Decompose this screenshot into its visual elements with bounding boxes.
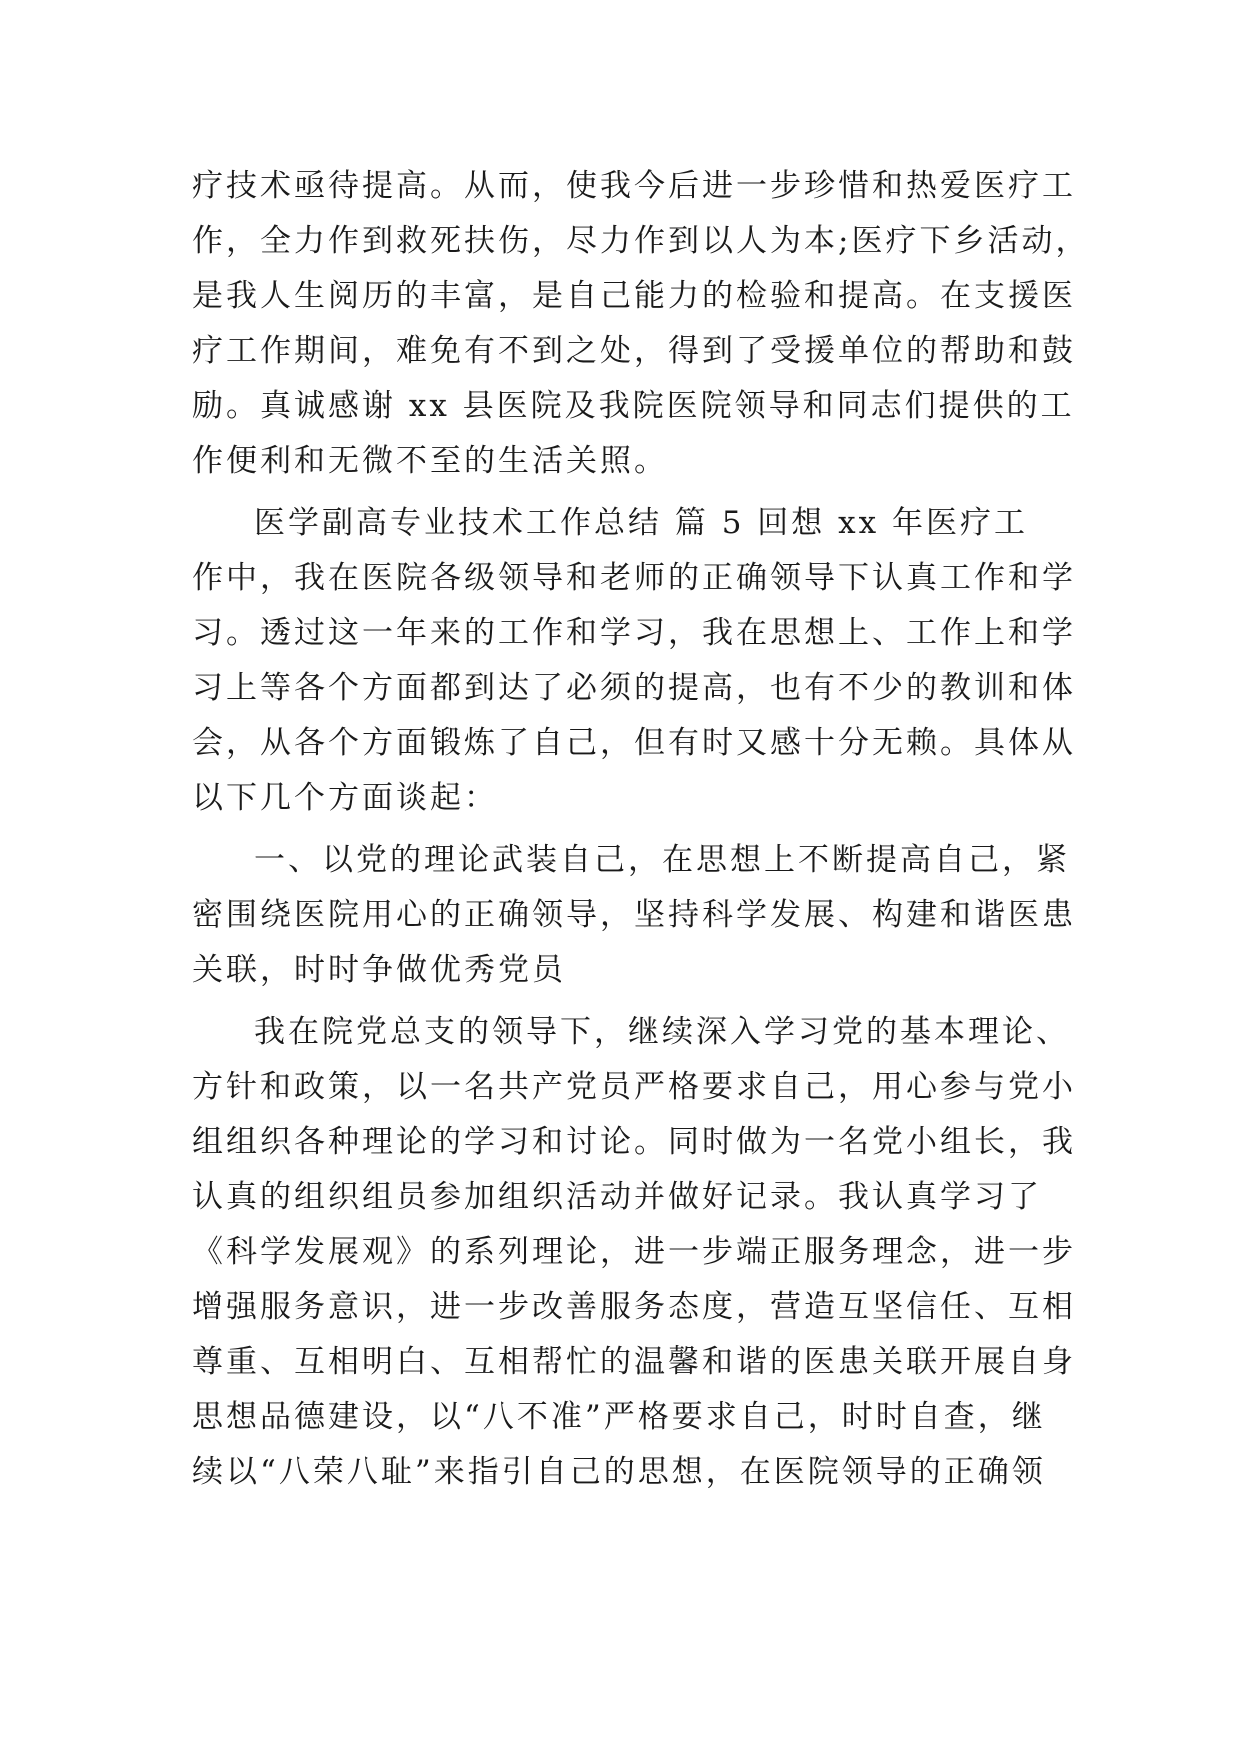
paragraph-2-line-6: 以下几个方面谈起：	[192, 780, 498, 816]
paragraph-4-line-5: 《科学发展观》的系列理论，进一步端正服务理念，进一步	[192, 1234, 1076, 1270]
paragraph-1-line-3: 是我人生阅历的丰富，是自己能力的检验和提高。在支援医	[192, 278, 1076, 314]
paragraph-gap	[192, 489, 1062, 496]
document-body	[192, 159, 1090, 1500]
paragraph-1-line-2: 作，全力作到救死扶伤，尽力作到以人为本;医疗下乡活动，	[192, 223, 1090, 259]
paragraph-4-line-2: 方针和政策，以一名共产党员严格要求自己，用心参与党小	[192, 1069, 1076, 1105]
paragraph-1-line-4: 疗工作期间，难免有不到之处，得到了受援单位的帮助和鼓	[192, 333, 1076, 369]
paragraph-1-line-5: 励。真诚感谢 xx 县医院及我院医院领导和同志们提供的工	[192, 388, 1075, 424]
paragraph-2-line-1: 医学副高专业技术工作总结 篇 5 回想 xx 年医疗工	[254, 505, 1028, 541]
paragraph-3-line-2: 密围绕医院用心的正确领导，坚持科学发展、构建和谐医患	[192, 897, 1076, 933]
paragraph-gap	[192, 998, 1062, 1005]
paragraph-4-line-6: 增强服务意识，进一步改善服务态度，营造互坚信任、互相	[192, 1289, 1076, 1325]
paragraph-2-line-5: 会，从各个方面锻炼了自己，但有时又感十分无赖。具体从	[192, 725, 1076, 761]
paragraph-4-line-3: 组组织各种理论的学习和讨论。同时做为一名党小组长，我	[192, 1124, 1076, 1160]
paragraph-gap	[192, 826, 1062, 833]
paragraph-4-line-9: 续以“八荣八耻”来指引自己的思想，在医院领导的正确领	[192, 1454, 1046, 1490]
paragraph-3-line-3: 关联，时时争做优秀党员	[192, 952, 566, 988]
paragraph-1-line-6: 作便利和无微不至的生活关照。	[192, 443, 668, 479]
paragraph-2-line-4: 习上等各个方面都到达了必须的提高，也有不少的教训和体	[192, 670, 1076, 706]
paragraph-4-line-4: 认真的组织组员参加组织活动并做好记录。我认真学习了	[192, 1179, 1042, 1215]
paragraph-2-line-2: 作中，我在医院各级领导和老师的正确领导下认真工作和学	[192, 560, 1076, 596]
paragraph-2-line-3: 习。透过这一年来的工作和学习，我在思想上、工作上和学	[192, 615, 1076, 651]
paragraph-4-line-7: 尊重、互相明白、互相帮忙的温馨和谐的医患关联开展自身	[192, 1344, 1076, 1380]
paragraph-3-line-1: 一、以党的理论武装自己，在思想上不断提高自己，紧	[254, 842, 1070, 878]
paragraph-4-line-8: 思想品德建设，以“八不准”严格要求自己，时时自查，继	[192, 1399, 1046, 1435]
paragraph-4-line-1: 我在院党总支的领导下，继续深入学习党的基本理论、	[254, 1014, 1070, 1050]
paragraph-1-line-1: 疗技术亟待提高。从而，使我今后进一步珍惜和热爱医疗工	[192, 168, 1076, 204]
